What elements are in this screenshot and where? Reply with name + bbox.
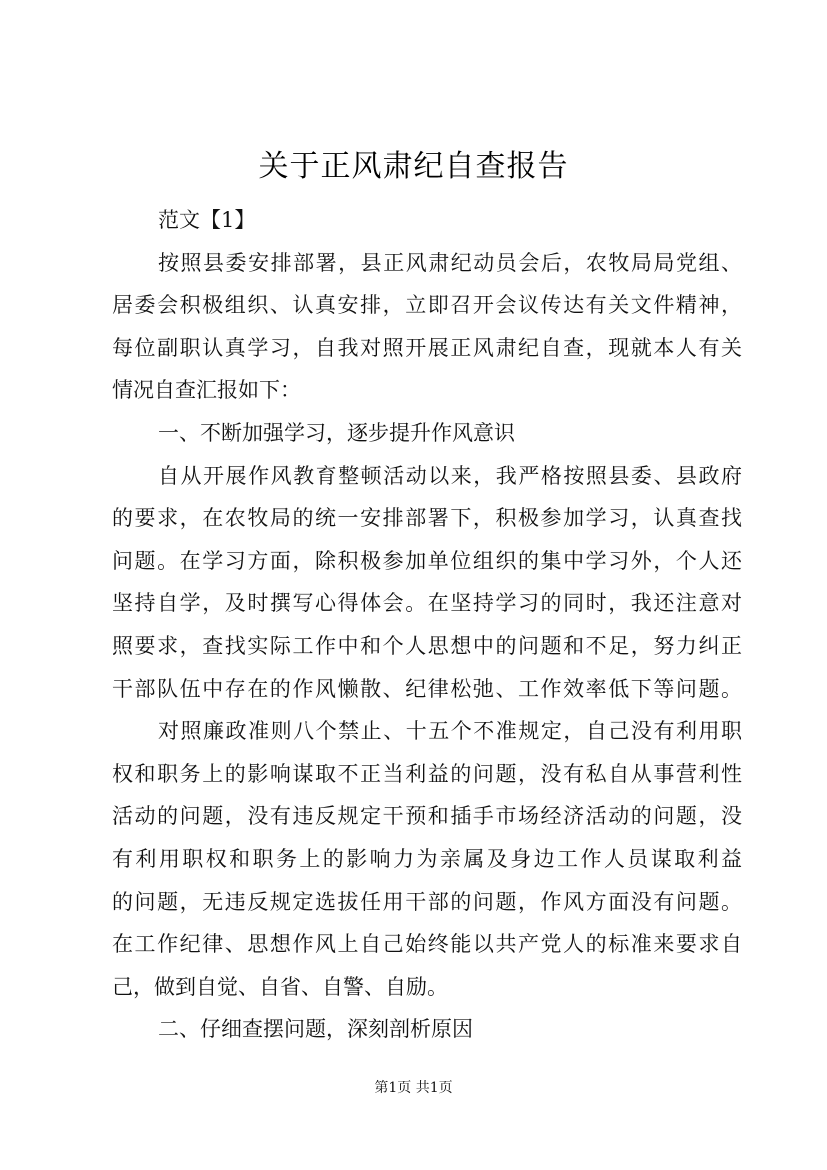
paragraph-line: 权和职务上的影响谋取不正当利益的问题，没有私自从事营利性: [112, 761, 742, 786]
paragraph-line: 自从开展作风教育整顿活动以来，我严格按照县委、县政府: [158, 463, 742, 488]
document-body: [112, 199, 742, 1051]
paragraph-line: 活动的问题，没有违反规定干预和插手市场经济活动的问题，没: [112, 804, 742, 829]
paragraph-line: 每位副职认真学习，自我对照开展正风肃纪自查，现就本人有关: [112, 335, 742, 360]
document-title: 关于正风肃纪自查报告: [258, 149, 569, 184]
paragraph-line: 居委会积极组织、认真安排，立即召开会议传达有关文件精神，: [112, 293, 742, 318]
section-heading: 一、不断加强学习，逐步提升作风意识: [158, 420, 515, 445]
paragraph-line: 的问题，无违反规定选拔任用干部的问题，作风方面没有问题。: [112, 889, 742, 914]
paragraph-line: 的要求，在农牧局的统一安排部署下，积极参加学习，认真查找: [112, 506, 742, 531]
paragraph-line: 在工作纪律、思想作风上自己始终能以共产党人的标准来要求自: [112, 932, 742, 957]
paragraph-line: 问题。在学习方面，除积极参加单位组织的集中学习外，个人还: [112, 548, 742, 573]
paragraph-line: 对照廉政准则八个禁止、十五个不准规定，自己没有利用职: [158, 719, 742, 744]
paragraph-line: 情况自查汇报如下：: [112, 378, 301, 403]
paragraph-line: 按照县委安排部署，县正风肃纪动员会后，农牧局局党组、: [158, 250, 742, 275]
paragraph-line: 干部队伍中存在的作风懒散、纪律松弛、工作效率低下等问题。: [112, 676, 742, 701]
paragraph-line: 己，做到自觉、自省、自警、自励。: [112, 974, 448, 999]
paragraph-line: 照要求，查找实际工作中和个人思想中的问题和不足，努力纠正: [112, 633, 742, 658]
page-footer: 第1页 共1页: [374, 1080, 453, 1096]
paragraph-line: 坚持自学，及时撰写心得体会。在坚持学习的同时，我还注意对: [112, 591, 742, 616]
paragraph-line: 有利用职权和职务上的影响力为亲属及身边工作人员谋取利益: [112, 846, 742, 871]
section-heading: 二、仔细查摆问题，深刻剖析原因: [158, 1017, 473, 1042]
paragraph-line: 范文【1】: [158, 208, 256, 232]
